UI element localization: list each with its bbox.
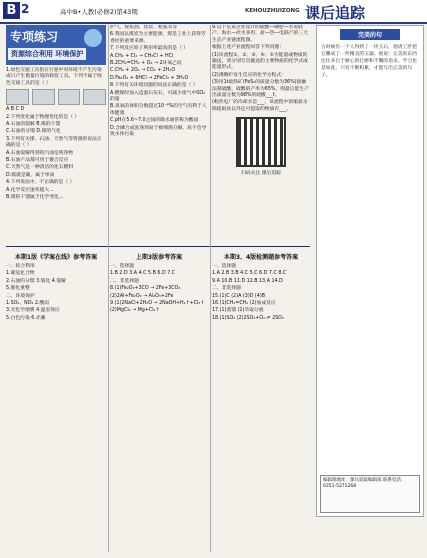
- option-text: B.臭氧的体积分数超过10⁻⁴%的空气有利于人体健康: [110, 104, 207, 116]
- sidebar-footer: 编辑部地址：课后追踪编辑部 联系电话：0351-5271268: [320, 475, 420, 513]
- vehicle-image: [32, 89, 55, 105]
- option-text: D.Fe₂O₃ + 6HCl → 2FeCl₃ + 3H₂O: [110, 75, 189, 81]
- option-text: A.燃煤时加入适量石灰石，可减少废气中SO₂的量: [110, 90, 206, 103]
- option-text: C.pH在5.6~7.0之间的降水通常称为酸雨: [110, 118, 199, 124]
- qr-code[interactable]: [236, 117, 286, 167]
- brand-title: 课后追踪: [305, 4, 366, 22]
- section-divider: [6, 246, 310, 247]
- answer-line: 17.(1)蒸馏 (2)萃取分液: [212, 308, 264, 314]
- text-line: 6.我国以煤炭为主要能源，煤是工业上获得芳香烃的重要来源。: [110, 32, 206, 44]
- answer-line: 3.光化学烟雾 4.温室效应: [6, 308, 60, 314]
- option-text: B.石油产品都可用于聚合反应: [6, 158, 69, 164]
- section-heading: 本期3、4版检测题参考答案: [223, 254, 299, 261]
- answer-line: 1.SO₂、NO₂ 2.酸雨: [6, 301, 50, 307]
- vehicle-image: [6, 89, 29, 105]
- question-text: 2.下列变化属于物理变化的是（ ）: [6, 114, 80, 120]
- option-text: B.2CH₂=CH₂ + O₂ → 2环氧乙烷: [110, 61, 182, 67]
- question-text: 8.下列有关环境问题的说法正确的是（ ）: [110, 83, 198, 89]
- answer-line: 二、非选择题: [110, 278, 139, 284]
- section-heading: 上期3版参考答案: [135, 254, 183, 261]
- answers-section-3: [212, 252, 310, 552]
- answer-line: (2)MgCl₂ → Mg+Cl₂↑: [110, 308, 160, 314]
- answer-line: 8.(1)Fe₂O₃+3CO → 2Fe+3CO₂: [110, 286, 181, 292]
- answer-line: 一、综合利用: [6, 264, 35, 269]
- feature-banner: [6, 25, 106, 65]
- text-line: (4)热电厂的冷却水是___，该流程中浓缩盐水除提取盐以外还可提取的物质有___。: [212, 100, 308, 112]
- page-number: 2: [21, 2, 30, 16]
- answer-line: 1.B 2.D 3.A 4.C 5.B 6.D 7.C: [110, 271, 176, 277]
- question-text: 1.绿色交通工具指在行驶中对环境不产生污染或只产生微量污染的载客工具。下列不属于绿色交通工具的是（ ）: [6, 68, 102, 86]
- answer-line: 1.碳氢化合物: [6, 271, 35, 277]
- vehicle-image: [58, 89, 81, 105]
- answer-line: 1.A 2.B 3.B 4.C 5.C 6.D 7.C 8.C: [212, 271, 287, 277]
- answer-line: 16.(1)CH₂=CH₂ (2)加成反应: [212, 301, 276, 307]
- banner-subtitle: 资源综合利用 环境保护: [8, 48, 86, 60]
- answer-line: (2)2Al+Fe₂O₃ → Al₂O₃+2Fe: [110, 293, 174, 299]
- answer-line: 二、非选择题: [212, 286, 241, 292]
- page-header: [0, 0, 427, 24]
- question-text: 3.下列有关煤、石油、天然气等资源的说法正确的是（ ）: [6, 136, 102, 149]
- question-text: 4.下列说法中，不正确的是（ ）: [6, 180, 75, 186]
- answer-line: 9.A 10.B 11.D 12.B 13.A 14.D: [212, 278, 283, 284]
- text-line: 根据上述产业流程回答下列问题：: [212, 45, 284, 51]
- brand-latin: KEHOUZHUIZONG: [245, 8, 300, 14]
- answer-line: 9.(1)2NaCl+2H₂O → 2NaOH+H₂↑+Cl₂↑: [110, 301, 205, 307]
- text-line: (2)沸腾炉发生反应的化学方程式：: [212, 72, 286, 78]
- answer-line: 15.(1)C (2)A (3)D (4)B: [212, 293, 265, 299]
- answers-section-2: [110, 252, 208, 552]
- answer-line: 5.白色污染 6.赤潮: [6, 315, 46, 321]
- option-text: A.石油的裂解 B.煤的干馏: [6, 122, 61, 128]
- sidebar-essay: [316, 25, 424, 517]
- answer-line: 二、环境保护: [6, 293, 35, 299]
- section-badge: B: [3, 2, 20, 19]
- question-text: 9.以下是某企业设计的硫酸—磷肥—水泥联产、海水—淡水多用、盐—热—电联产的三大生态产业链流程图。: [212, 25, 308, 43]
- vehicle-images: [6, 89, 106, 105]
- answer-line: 2.石油的分馏 3.裂化 4.裂解: [6, 278, 66, 284]
- option-text: A.石油裂解得到的汽油是纯净物: [6, 150, 74, 156]
- column-3: [212, 25, 310, 253]
- vehicle-image: [83, 89, 106, 105]
- text-line: 护气、煤焦油、焦炭、粗氨水等: [110, 25, 178, 30]
- globe-icon: [84, 29, 102, 47]
- section-heading: 本期1版《学案在线》参考答案: [14, 254, 98, 261]
- option-text: C.天然气是一种清洁的化石燃料: [6, 165, 74, 171]
- option-text: B.煤的干馏属于化学变化...: [6, 195, 64, 201]
- answer-line: 18.(1)SO₂ (2)2SO₂+O₂ ⇌ 2SO₃: [212, 315, 284, 321]
- question-text: 7.下列反应原子利用率最高的是（ ）: [110, 46, 189, 52]
- option-text: A.化学反应速率越大...: [6, 187, 54, 193]
- option-text: C.CH₄ + 2O₂ → CO₂ + 2H₂O: [110, 68, 176, 74]
- option-text: D.煤就是碳，属于单质: [6, 172, 55, 178]
- text-line: (3)用1t硫铁矿(FeS₂的质量分数为36%)接触法制硫酸，硫酸的产率为65%，则最后能生产出质量分数为98%的硫酸___t。: [212, 80, 310, 99]
- answer-line: 一、选择题: [110, 264, 134, 269]
- column-rule: [210, 25, 211, 552]
- column-rule: [108, 25, 109, 552]
- option-text: A.CH₄ + Cl₂ → CH₃Cl + HCl: [110, 53, 174, 59]
- sidebar-text: 古时候有一个人得到了一块玉石，他请工匠把它雕成了一件精美的玉器。他说：完美的东西往往来自于耐心的打磨和不懈的追求。学习也是如此，只有不断积累，才能写出完美的句子。: [321, 45, 417, 78]
- answers-section-1: [6, 252, 106, 552]
- column-1: [6, 25, 106, 247]
- sidebar-title: 完美的句: [340, 29, 400, 40]
- answer-line: 5.催化重整: [6, 286, 30, 292]
- answer-line: 一、选择题: [212, 264, 236, 269]
- column-2: [110, 25, 208, 247]
- option-text: D.含磷合成洗涤剂易于被细菌分解，故不会导致水体污染: [110, 125, 207, 138]
- issue-title: 高中B•人教(必修2)第43期: [60, 8, 138, 16]
- banner-title: 专项练习: [10, 30, 59, 44]
- qr-caption: 扫码关注 课后追踪: [241, 171, 281, 177]
- option-text: C.石油的分馏 D.煤的气化: [6, 129, 61, 135]
- option-labels: A B C D: [6, 107, 25, 113]
- text-line: (1)该流程①、②、③、④、⑤为能量或物质的输送，请分别写出输送的主要物质的化学式或能量形式。: [212, 52, 308, 71]
